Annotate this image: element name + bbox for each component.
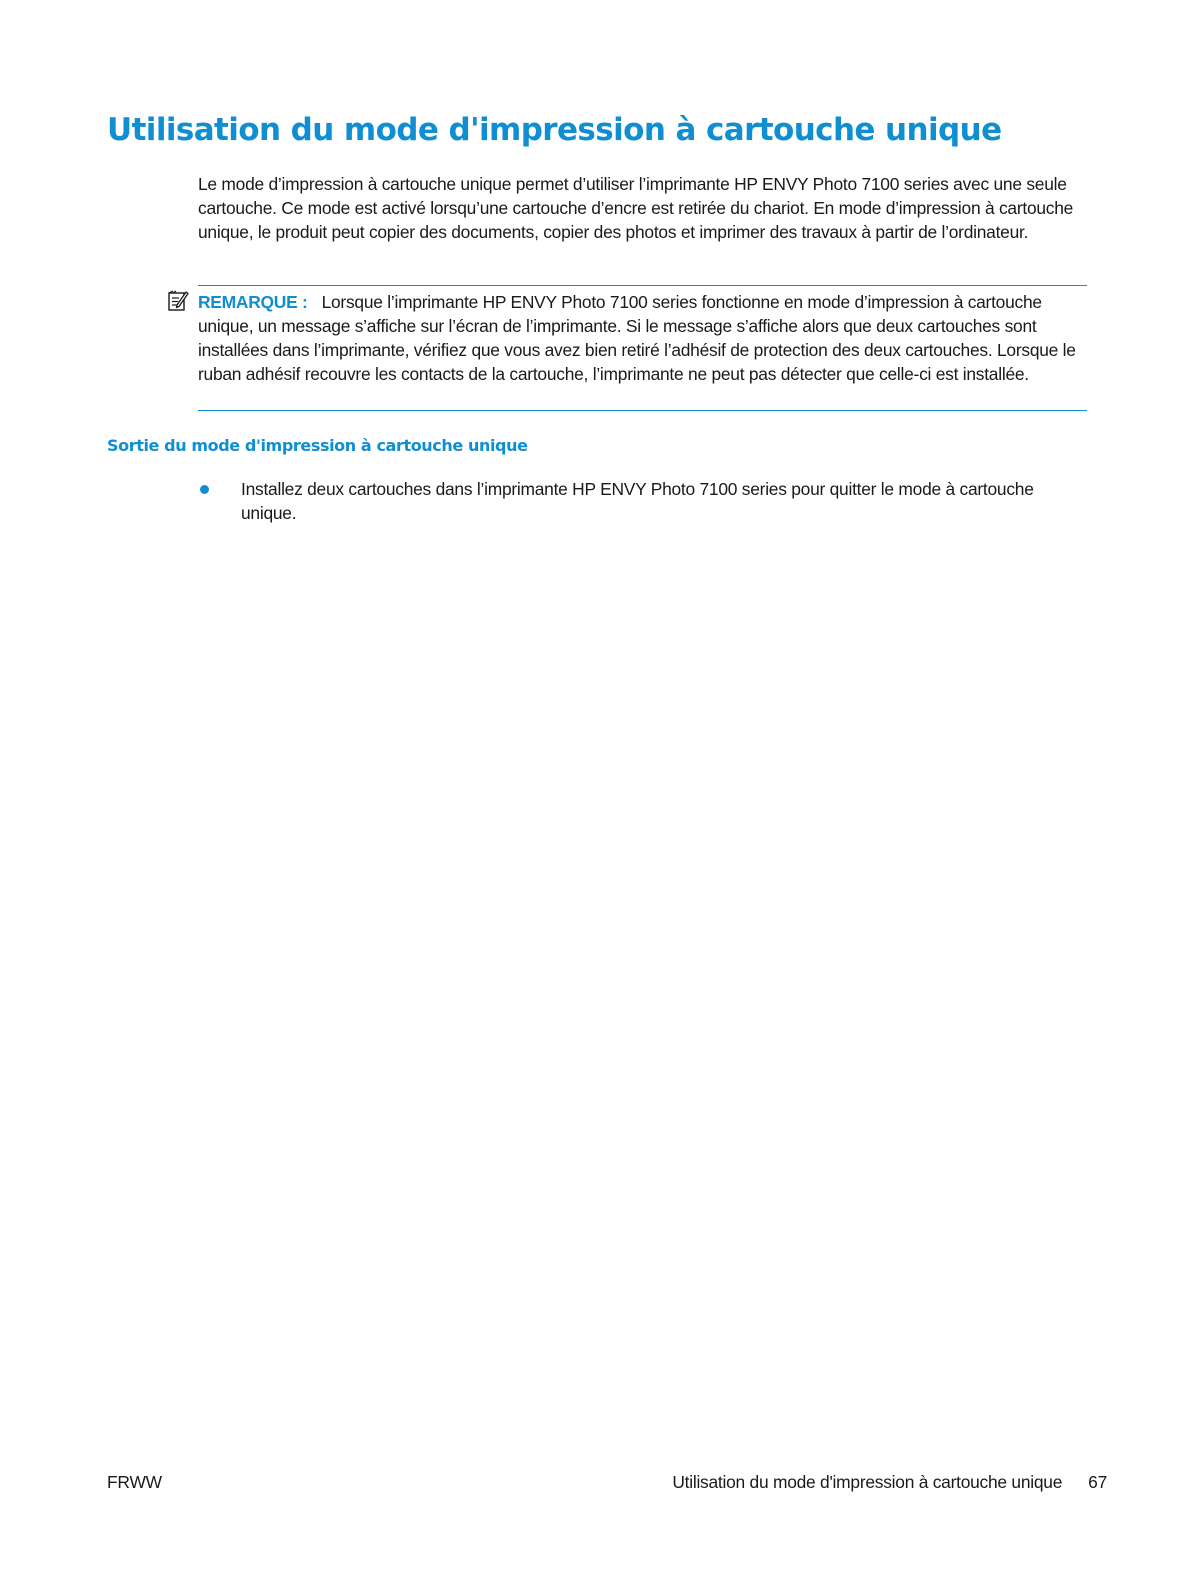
list-item-text: Installez deux cartouches dans l’imprimante HP ENVY Photo 7100 series pour quitter le mode à cartouche unique. <box>241 479 1034 523</box>
page-title: Utilisation du mode d'impression à cartouche unique <box>107 112 1002 148</box>
footer-section-title: Utilisation du mode d'impression à cartouche unique <box>672 1472 1063 1492</box>
footer-right <box>672 1472 1107 1493</box>
note-body: Lorsque l’imprimante HP ENVY Photo 7100 series fonctionne en mode d’impression à cartouche unique, un message s’affiche sur l’écran de l’imprimante. Si le message s’affiche alors que deux cartouches sont installées dans l’imprimante, vérifiez que vous avez bien retiré l’adhésif de protection des deux cartouches. Lorsque le ruban adhésif recouvre les contacts de la cartouche, l’imprimante ne peut pas détecter que celle-ci est installée. <box>198 292 1076 384</box>
intro-paragraph: Le mode d’impression à cartouche unique permet d’utiliser l’imprimante HP ENVY Photo 7100 series avec une seule cartouche. Ce mode est activé lorsqu’une cartouche d’encre est retirée du chariot. En mode d’impression à cartouche unique, le produit peut copier des documents, copier des photos et imprimer des travaux à partir de l’ordinateur. <box>198 174 1074 242</box>
list-item <box>198 477 1058 525</box>
bullet-dot-icon <box>200 485 209 494</box>
footer-page-number: 67 <box>1088 1472 1107 1492</box>
note-box <box>198 285 1087 411</box>
note-text <box>198 290 1087 386</box>
bullet-list <box>198 477 1058 525</box>
note-label: REMARQUE : <box>198 292 308 312</box>
footer-locale: FRWW <box>107 1472 162 1492</box>
note-icon <box>167 290 189 312</box>
section-heading: Sortie du mode d'impression à cartouche unique <box>107 436 528 455</box>
